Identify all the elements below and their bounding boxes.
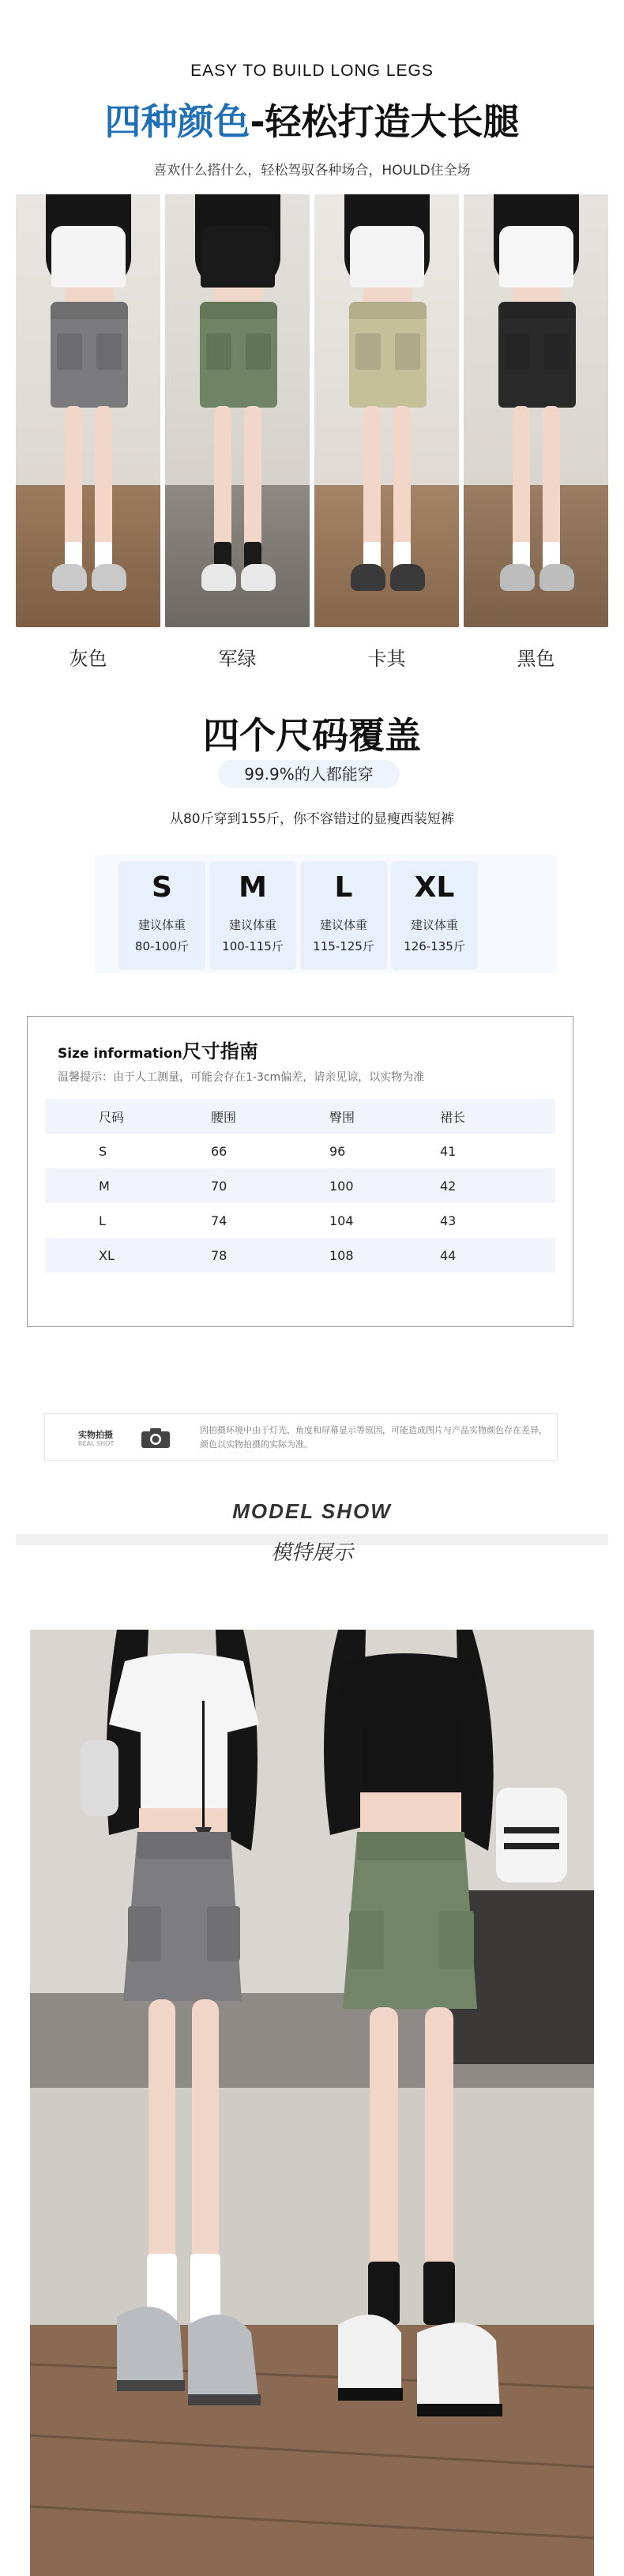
real-shot-label-en: REAL SHOT xyxy=(78,1440,115,1447)
table-header-cell: 尺码 xyxy=(99,1109,125,1125)
header-en-title: EASY TO BUILD LONG LEGS xyxy=(190,62,434,80)
size-card-label: 建议体重 xyxy=(319,918,367,932)
table-header-cell: 腰围 xyxy=(211,1109,237,1125)
size-card-range: 115-125斤 xyxy=(313,939,374,953)
size-card-label: 建议体重 xyxy=(228,918,276,932)
size-guide-title-cn: 尺寸指南 xyxy=(182,1040,258,1062)
model-show-title-cn: 模特展示 xyxy=(270,1541,353,1565)
color-options-section xyxy=(16,194,608,684)
table-cell: L xyxy=(99,1213,106,1228)
size-card-letter: M xyxy=(239,871,267,904)
color-photo-black[interactable] xyxy=(464,194,608,627)
size-card-label: 建议体重 xyxy=(410,918,458,932)
header-section xyxy=(0,0,624,190)
model-show-illustration xyxy=(30,1630,594,2576)
size-card-letter: XL xyxy=(414,871,455,904)
table-row xyxy=(45,1238,555,1273)
size-guide-panel xyxy=(27,1016,573,1327)
table-cell: 78 xyxy=(211,1247,227,1263)
size-card-s[interactable] xyxy=(118,861,205,970)
table-cell: 44 xyxy=(440,1247,457,1263)
table-header-cell: 臀围 xyxy=(329,1109,355,1125)
size-card-range: 80-100斤 xyxy=(134,939,190,953)
color-label-khaki: 卡其 xyxy=(367,648,406,670)
size-card-range: 126-135斤 xyxy=(404,939,465,953)
color-label-black: 黑色 xyxy=(517,648,555,670)
table-cell: 104 xyxy=(329,1213,354,1228)
real-shot-text: 因拍摄环境中由于灯光、角度和屏幕显示等原因，可能造成图片与产品实物颜色存在差异，颜色以实物拍摄的实际为准。 xyxy=(200,1425,547,1450)
header-subtitle: 喜欢什么搭什么，轻松驾驭各种场合，HOULD住全场 xyxy=(153,163,471,179)
size-card-l[interactable] xyxy=(300,861,387,970)
size-card-label: 建议体重 xyxy=(137,918,186,932)
table-cell: S xyxy=(99,1143,107,1159)
color-label-army-green: 军绿 xyxy=(218,648,257,670)
table-cell: 66 xyxy=(211,1143,227,1159)
model-show-title-en: MODEL SHOW xyxy=(232,1499,392,1523)
table-row xyxy=(45,1203,555,1238)
table-cell: M xyxy=(99,1178,110,1194)
real-shot-note xyxy=(44,1413,558,1461)
table-cell: 43 xyxy=(440,1213,457,1228)
table-cell: 96 xyxy=(329,1143,346,1159)
table-cell: 42 xyxy=(440,1178,457,1194)
table-header-cell: 裙长 xyxy=(440,1109,466,1125)
size-card-letter: S xyxy=(152,871,172,904)
size-guide-title xyxy=(58,1036,258,1063)
sizes-description: 从80斤穿到155斤，你不容错过的显瘦西装短裤 xyxy=(169,811,455,827)
header-cn-title-highlight: 四种颜色 xyxy=(104,100,250,143)
table-cell: 108 xyxy=(329,1247,354,1263)
color-label-grey: 灰色 xyxy=(69,648,107,670)
table-cell: 41 xyxy=(440,1143,457,1159)
header-cn-title xyxy=(0,93,624,145)
table-cell: 74 xyxy=(211,1213,227,1228)
size-guide-tip: 温馨提示：由于人工测量，可能会存在1-3cm偏差，请亲见谅，以实物为准 xyxy=(58,1071,425,1084)
color-photo-grey[interactable] xyxy=(16,194,160,627)
table-cell: 100 xyxy=(329,1178,354,1194)
size-guide-table xyxy=(45,1099,555,1273)
color-photo-army-green[interactable] xyxy=(165,194,310,627)
size-card-range: 100-115斤 xyxy=(222,939,284,953)
model-show-photo[interactable] xyxy=(30,1630,594,2576)
table-cell: 70 xyxy=(211,1178,227,1194)
camera-icon xyxy=(140,1427,171,1449)
real-shot-label: 实物拍摄 xyxy=(78,1430,113,1440)
table-cell: XL xyxy=(99,1247,115,1263)
table-header-row xyxy=(45,1099,555,1134)
header-cn-title-rest: -轻松打造大长腿 xyxy=(250,100,520,143)
table-row xyxy=(45,1134,555,1168)
size-card-m[interactable] xyxy=(209,861,296,970)
size-card-xl[interactable] xyxy=(391,861,478,970)
sizes-title: 四个尺码覆盖 xyxy=(203,714,421,757)
sizes-pill-badge: 99.9%的人都能穿 xyxy=(218,760,400,788)
size-card-letter: L xyxy=(334,871,353,904)
size-guide-title-en: Size information xyxy=(58,1046,182,1062)
table-row xyxy=(45,1168,555,1203)
color-photo-khaki[interactable] xyxy=(314,194,459,627)
